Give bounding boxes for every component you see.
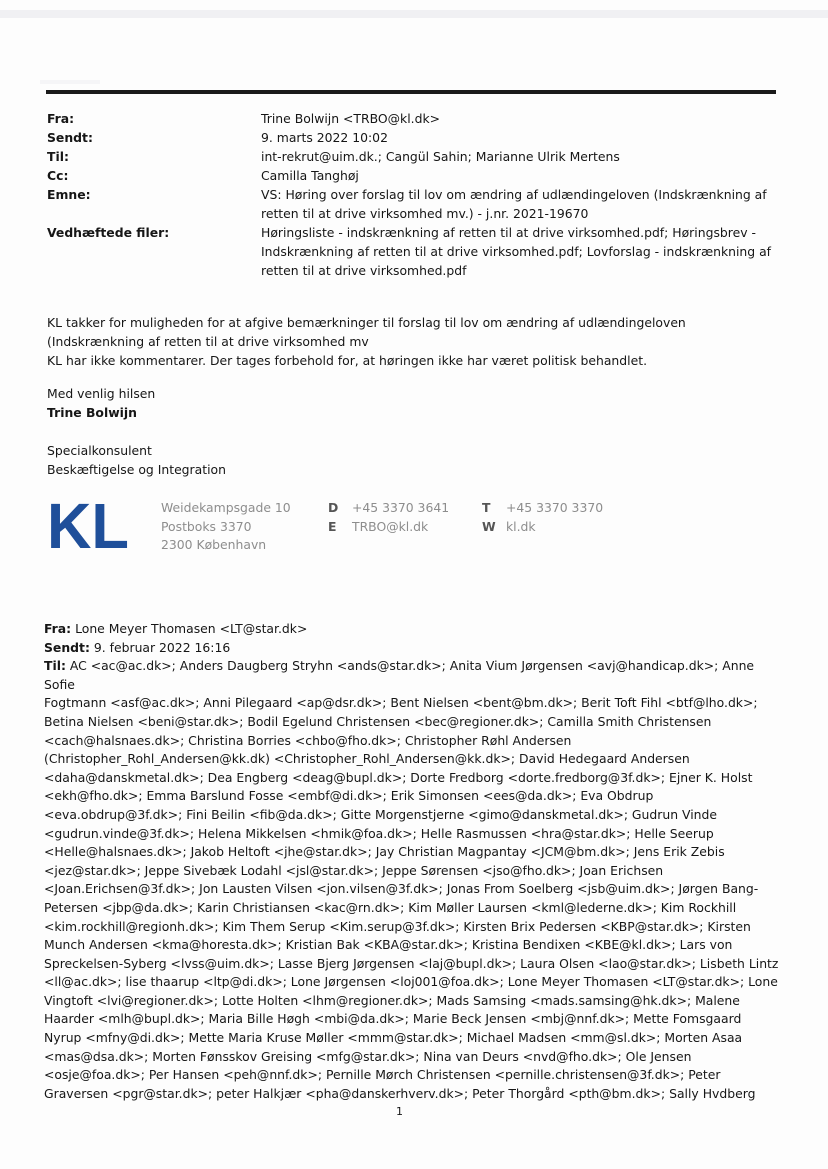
contact-key: T <box>482 500 491 515</box>
header-value: VS: Høring over forslag til lov om ændring af udlændingeloven (Indskrænkning af retten til at drive virksomhed mv.) - j.nr. 2021-19670 <box>261 187 767 221</box>
recipient-line: <osje@foa.dk>; Per Hansen <peh@nnf.dk>; Pernille Mørch Christensen <pernille.christensen@3f.dk>; Peter <box>44 1067 721 1083</box>
contact-web <box>482 518 603 537</box>
header-label: Til: <box>47 149 69 164</box>
header-sent <box>47 128 777 147</box>
recipient-line: (Christopher_Rohl_Andersen@kk.dk) <Christopher_Rohl_Andersen@kk.dk>; David Hedegaard Andersen <box>44 751 690 767</box>
contact-address <box>161 499 291 555</box>
page-number: 1 <box>396 1105 403 1118</box>
contact-key: W <box>482 518 496 534</box>
scan-artifact <box>40 80 100 84</box>
recipient-line: <eva.obdrup@3f.dk>; Fini Beilin <fib@da.dk>; Gitte Morgenstjerne <gimo@danskmetal.dk>; Gudrun Vinde <box>44 806 717 822</box>
forwarded-label: Fra: <box>44 621 72 636</box>
header-value: Camilla Tanghøj <box>261 168 359 183</box>
recipient-line: <jez@star.dk>; Jeppe Sivebæk Lodahl <jsl@star.dk>; Jeppe Sørensen <jso@fho.dk>; Joan Erichsen <box>44 862 664 878</box>
recipient-line: <kim.rockhill@regionh.dk>; Kim Them Serup <Kim.serup@3f.dk>; Kirsten Brix Pedersen <KBP@star.dk>; Kirsten <box>44 918 751 934</box>
header-value: int-rekrut@uim.dk.; Cangül Sahin; Marianne Ulrik Mertens <box>261 149 620 164</box>
forwarded-to <box>44 657 784 694</box>
contact-value: +45 3370 3641 <box>352 500 450 515</box>
header-label: Vedhæftede filer: <box>47 225 170 240</box>
contact-main-phone <box>482 499 603 518</box>
recipient-line: <ekh@fho.dk>; Emma Barslund Fosse <embf@di.dk>; Erik Simonsen <ees@da.dk>; Eva Obdrup <box>44 788 654 804</box>
scan-artifact <box>0 10 828 18</box>
header-to <box>47 147 777 166</box>
header-label: Sendt: <box>47 130 93 145</box>
recipient-line: Petersen <jbp@da.dk>; Karin Christiansen <kac@rn.dk>; Kim Møller Laursen <kml@lederne.dk>; Kim Rockhill <box>44 899 737 915</box>
recipient-line: <gudrun.vinde@3f.dk>; Helena Mikkelsen <hmik@foa.dk>; Helle Rasmussen <hra@star.dk>; Helle Seerup <box>44 825 714 841</box>
contact-value: kl.dk <box>506 518 536 534</box>
email-header <box>47 109 777 280</box>
contact-key: E <box>328 518 337 534</box>
body-line: KL takker for muligheden for at afgive bemærkninger til forslag til lov om ændring af udlændingeloven <box>47 315 686 330</box>
signature-department: Beskæftigelse og Integration <box>47 462 226 477</box>
body-line: (Indskrænkning af retten til at drive virksomhed mv <box>47 334 369 349</box>
header-divider <box>46 90 776 94</box>
signature-title: Specialkonsulent <box>47 443 152 458</box>
recipient-line: Nyrup <mfny@di.dk>; Mette Maria Kruse Møller <mmm@star.dk>; Michael Madsen <mm@sl.dk>; Morten Asaa <box>44 1030 743 1046</box>
forwarded-label: Til: <box>44 658 66 674</box>
contact-key: D <box>328 500 339 515</box>
contact-main <box>482 499 603 536</box>
contact-value: TRBO@kl.dk <box>352 518 429 534</box>
logo-text: KL <box>47 498 129 552</box>
forwarded-value: Lone Meyer Thomasen <LT@star.dk> <box>75 621 308 636</box>
recipient-line: <Helle@halsnaes.dk>; Jakob Heltoft <jhe@star.dk>; Jay Christian Magpantay <JCM@bm.dk>; Jens Erik Zebis <box>44 844 725 860</box>
header-value: Trine Bolwijn <TRBO@kl.dk> <box>261 111 440 126</box>
recipient-line: Betina Nielsen <beni@star.dk>; Bodil Egelund Christensen <bec@regioner.dk>; Camilla Smith Christensen <box>44 713 712 729</box>
header-label: Emne: <box>47 187 91 202</box>
contact-direct <box>328 499 449 536</box>
signature-greeting: Med venlig hilsen <box>47 386 156 401</box>
forwarded-value: 9. februar 2022 16:16 <box>93 639 231 655</box>
recipient-line: <Joan.Erichsen@3f.dk>; Jon Lausten Vilsen <jon.vilsen@3f.dk>; Jonas From Soelberg <jsb@uim.dk>; Jørgen Bang- <box>44 881 759 897</box>
recipient-line: Munch Andersen <kma@horesta.dk>; Kristian Bak <KBA@star.dk>; Kristina Bendixen <KBE@kl.dk>; Lars von <box>44 937 733 953</box>
contact-email <box>328 518 449 537</box>
recipient-line: <daha@danskmetal.dk>; Dea Engberg <deag@bupl.dk>; Dorte Fredborg <dorte.fredborg@3f.dk>; Ejner K. Holst <box>44 769 753 785</box>
header-cc <box>47 166 777 185</box>
forwarded-sent <box>44 639 784 658</box>
header-label: Cc: <box>47 168 69 183</box>
address-line: 2300 København <box>161 537 267 552</box>
address-line: Weidekampsgade 10 <box>161 500 291 515</box>
header-subject <box>47 185 777 223</box>
forwarded-value: AC <ac@ac.dk>; Anders Daugberg Stryhn <ands@star.dk>; Anita Vium Jørgensen <avj@handicap.dk>; Anne Sofie <box>44 658 755 692</box>
message-body <box>47 313 787 370</box>
forwarded-from <box>44 620 784 639</box>
recipient-line: Graversen <pgr@star.dk>; peter Halkjær <pha@danskerhverv.dk>; Peter Thorgård <pth@bm.dk>; Sally Hvdberg <box>44 1085 756 1101</box>
recipient-line: Fogtmann <asf@ac.dk>; Anni Pilegaard <ap@dsr.dk>; Bent Nielsen <bent@bm.dk>; Berit Toft Fihl <btf@lho.dk>; <box>44 695 758 711</box>
recipient-line: <cach@halsnaes.dk>; Christina Borries <chbo@fho.dk>; Christopher Røhl Andersen <box>44 732 572 748</box>
signature-name: Trine Bolwijn <box>47 405 137 420</box>
recipient-line: Vingtoft <lvi@regioner.dk>; Lotte Holten <lhm@regioner.dk>; Mads Samsing <mads.samsing@hk.dk>; Malene <box>44 992 740 1008</box>
recipient-line: Haarder <mlh@bupl.dk>; Maria Bille Høgh <mbi@da.dk>; Marie Beck Jensen <mbj@nnf.dk>; Mette Fomsgaard <box>44 1011 742 1027</box>
forwarded-message <box>44 620 784 1103</box>
signature <box>47 384 155 422</box>
header-value: 9. marts 2022 10:02 <box>261 130 388 145</box>
contact-phone <box>328 499 449 518</box>
kl-logo <box>47 498 129 552</box>
recipient-line: Spreckelsen-Syberg <lvss@uim.dk>; Lasse Bjerg Jørgensen <laj@bupl.dk>; Laura Olsen <lao@star.dk>; Lisbeth Lintz <box>44 955 779 971</box>
header-label: Fra: <box>47 111 75 126</box>
address-line: Postboks 3370 <box>161 518 252 534</box>
signature-role <box>47 441 226 479</box>
body-line: KL har ikke kommentarer. Der tages forbehold for, at høringen ikke har været politisk behandlet. <box>47 353 648 368</box>
forwarded-label: Sendt: <box>44 639 90 655</box>
recipient-line: <ll@ac.dk>; lise thaarup <ltp@di.dk>; Lone Jørgensen <loj001@foa.dk>; Lone Meyer Thomasen <LT@star.dk>; Lone <box>44 974 778 990</box>
header-from <box>47 109 777 128</box>
header-attachments <box>47 223 777 280</box>
recipient-line: <mas@dsa.dk>; Morten Fønsskov Greising <mfg@star.dk>; Nina van Deurs <nvd@fho.dk>; Ole Jensen <box>44 1048 692 1064</box>
header-value: Høringsliste - indskrænkning af retten til at drive virksomhed.pdf; Høringsbrev - Indskrænkning af retten til at drive virksomhed.pdf; Lovforslag - indskrænkning af retten til at drive virksomhed.pdf <box>261 225 772 278</box>
contact-value: +45 3370 3370 <box>506 500 604 515</box>
